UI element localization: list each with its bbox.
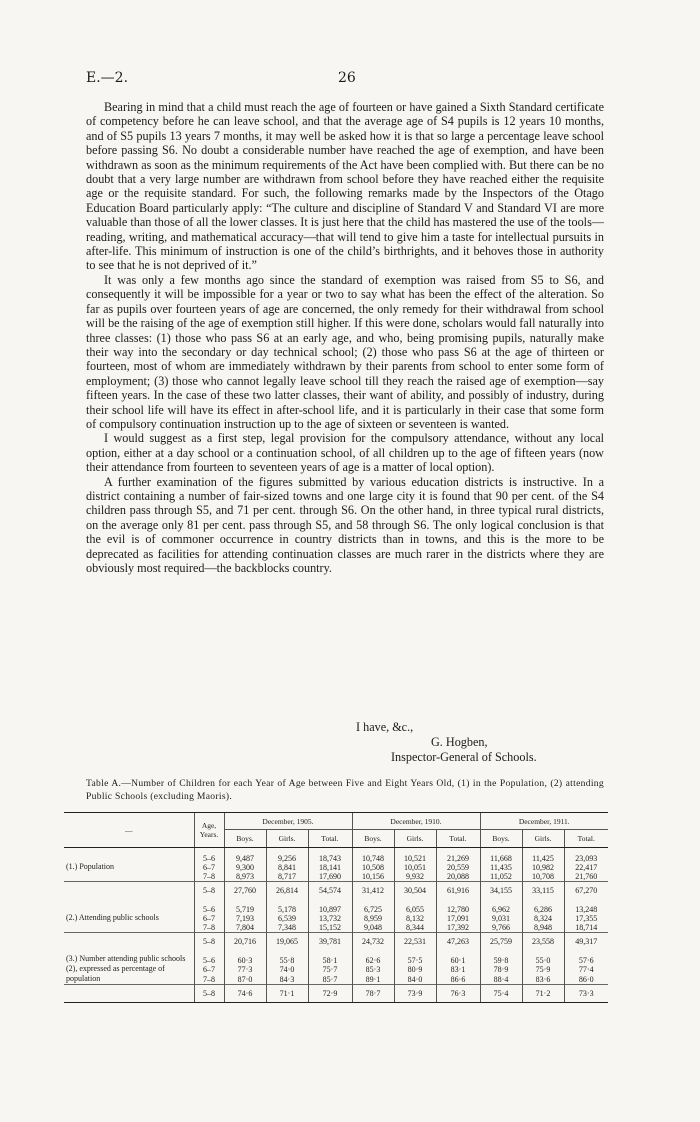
value-cell: 85·3 xyxy=(352,965,394,974)
value-cell: 74·0 xyxy=(266,965,308,974)
group-label: (1.) Population xyxy=(66,861,114,871)
age-cell: 5–6 xyxy=(194,899,224,914)
table-caption: Table A.—Number of Children for each Year of Age between Five and Eight Years Old, (1) in the Population, (2) attending Public Schools (excluding Maoris). xyxy=(86,778,604,802)
value-cell: 8,973 xyxy=(224,872,266,882)
total-label-blank xyxy=(64,933,194,951)
value-cell: 80·9 xyxy=(394,965,436,974)
paragraph-4: A further examination of the figures submitted by various education districts is instructive. In a district containing a number of fair-sized towns and one large city it is found that 90 per cent. of the S4 children pass through S5, and 71 per cent. through S6. On the other hand, in three typical rural districts, on the average only 81 per cent. pass through S5, and 58 through S6. The only logical conclusion is that the evil is of commoner occurrence in country districts than in towns, and this is the more to be deprecated as facilities for attending continuation classes are much rarer in the districts where they are obviously most required—the backblocks country. xyxy=(86,474,604,575)
age-header: Age, Years. xyxy=(194,813,224,848)
subcol-girls: Girls. xyxy=(522,830,564,848)
value-cell: 11,668 xyxy=(480,848,522,864)
value-cell: 60·3 xyxy=(224,950,266,965)
value-cell: 8,344 xyxy=(394,923,436,933)
year-header-1910: December, 1910. xyxy=(352,813,480,830)
total-cell: 25,759 xyxy=(480,933,522,951)
value-cell: 7,348 xyxy=(266,923,308,933)
value-cell: 7,193 xyxy=(224,914,266,923)
document-reference: E.—2. xyxy=(86,70,129,86)
paragraph-1: Bearing in mind that a child must reach the age of fourteen or have gained a Sixth Standard certificate of competency before he can leave school, and that the average age of S4 pupils is 12 years 10 months, and of S5 pupils 13 years 7 months, it may well be asked how it is that so large a percentage leave school before passing S6. No doubt a considerable number have reached the age of exemption, and have been withdrawn as soon as the minimum requirements of the Act have been complied with. But there can be no doubt that a very large number are withdrawn from school before they have reached either the requisite age or the requisite standard. For such, the following remarks made by the Inspectors of the Otago Education Board particularly apply: “The culture and discipline of Standard V and Standard VI are more valuable than those of all the lower classes. It is just here that the child has mastered the use of the tools—reading, writing, and mathematical accuracy—that will tend to give him a taste for intellectual pursuits in after-life. This minimum of instruction is one of the child’s birthrights, and it behoves those in authority to see that he is not deprived of it.” xyxy=(86,100,604,273)
value-cell: 10,708 xyxy=(522,872,564,882)
value-cell: 86·0 xyxy=(564,974,608,984)
value-cell: 17,355 xyxy=(564,914,608,923)
age-cell: 5–8 xyxy=(194,985,224,1003)
value-cell: 5,178 xyxy=(266,899,308,914)
total-cell: 74·6 xyxy=(224,985,266,1003)
subcol-boys: Boys. xyxy=(352,830,394,848)
value-cell: 22,417 xyxy=(564,863,608,872)
value-cell: 59·8 xyxy=(480,950,522,965)
total-cell: 27,760 xyxy=(224,882,266,900)
value-cell: 9,300 xyxy=(224,863,266,872)
value-cell: 18,714 xyxy=(564,923,608,933)
total-label-blank xyxy=(64,882,194,900)
group-label: (2.) Attending public schools xyxy=(66,912,159,922)
total-cell: 30,504 xyxy=(394,882,436,900)
total-cell: 39,781 xyxy=(308,933,352,951)
total-row xyxy=(64,882,608,900)
value-cell: 58·1 xyxy=(308,950,352,965)
total-cell: 22,531 xyxy=(394,933,436,951)
value-cell: 17,091 xyxy=(436,914,480,923)
subcol-total: Total. xyxy=(308,830,352,848)
age-cell: 7–8 xyxy=(194,974,224,984)
value-cell: 9,256 xyxy=(266,848,308,864)
total-cell: 75·4 xyxy=(480,985,522,1003)
age-cell: 7–8 xyxy=(194,872,224,882)
total-cell: 73·9 xyxy=(394,985,436,1003)
subcol-boys: Boys. xyxy=(224,830,266,848)
value-cell: 57·6 xyxy=(564,950,608,965)
value-cell: 6,725 xyxy=(352,899,394,914)
page-header xyxy=(86,70,614,90)
children-age-table xyxy=(64,812,608,1003)
age-cell: 5–6 xyxy=(194,950,224,965)
total-cell: 67,270 xyxy=(564,882,608,900)
value-cell: 18,743 xyxy=(308,848,352,864)
age-cell: 6–7 xyxy=(194,914,224,923)
paragraph-3: I would suggest as a first step, legal provision for the compulsory attendance, without any local option, either at a day school or a continuation school, of all children up to the age of fifteen years (now their attendance from fourteen to seventeen years of age is a matter of local option). xyxy=(86,431,604,475)
value-cell: 6,962 xyxy=(480,899,522,914)
total-cell: 26,814 xyxy=(266,882,308,900)
subcol-girls: Girls. xyxy=(266,830,308,848)
total-cell: 20,716 xyxy=(224,933,266,951)
value-cell: 9,031 xyxy=(480,914,522,923)
value-cell: 8,959 xyxy=(352,914,394,923)
total-label-blank xyxy=(64,985,194,1003)
total-cell: 71·1 xyxy=(266,985,308,1003)
value-cell: 18,141 xyxy=(308,863,352,872)
report-body xyxy=(86,100,604,575)
total-cell: 31,412 xyxy=(352,882,394,900)
value-cell: 12,780 xyxy=(436,899,480,914)
year-header-1911: December, 1911. xyxy=(480,813,608,830)
value-cell: 20,088 xyxy=(436,872,480,882)
value-cell: 10,508 xyxy=(352,863,394,872)
paragraph-2: It was only a few months ago since the standard of exemption was raised from S5 to S6, and consequently it will be impossible for a year or two to say what has been the effect of the alteration. So far as pupils over fourteen years of age are concerned, the only remedy for their withdrawal from school will be the raising of the age of exemption still higher. If this were done, scholars would fall naturally into three classes: (1) those who pass S6 at an early age, and who, being promising pupils, naturally make their way into the secondary or day technical school; (2) those who pass S6 at the age of thirteen or fourteen, most of whom are immediately withdrawn by their parents from school to enter some form of employment; (3) those who cannot legally leave school till they reach the raised age of exemption—say fifteen years. In the case of these two latter classes, their want of ability, and possibly of industry, during their school life will have its effect in after-school life, and it is particularly in their case that some form of compulsory continuation instruction up to the age of sixteen or seventeen is wanted. xyxy=(86,272,604,431)
total-cell: 19,065 xyxy=(266,933,308,951)
value-cell: 11,425 xyxy=(522,848,564,864)
value-cell: 57·5 xyxy=(394,950,436,965)
total-cell: 71·2 xyxy=(522,985,564,1003)
value-cell: 10,521 xyxy=(394,848,436,864)
value-cell: 6,055 xyxy=(394,899,436,914)
value-cell: 20,559 xyxy=(436,863,480,872)
value-cell: 8,132 xyxy=(394,914,436,923)
value-cell: 89·1 xyxy=(352,974,394,984)
total-cell: 24,732 xyxy=(352,933,394,951)
value-cell: 21,269 xyxy=(436,848,480,864)
year-header-1905: December, 1905. xyxy=(224,813,352,830)
total-cell: 47,263 xyxy=(436,933,480,951)
value-cell: 10,051 xyxy=(394,863,436,872)
value-cell: 75·7 xyxy=(308,965,352,974)
age-cell: 5–8 xyxy=(194,933,224,951)
value-cell: 83·6 xyxy=(522,974,564,984)
value-cell: 77·3 xyxy=(224,965,266,974)
total-cell: 33,115 xyxy=(522,882,564,900)
total-cell: 61,916 xyxy=(436,882,480,900)
signature-block xyxy=(86,720,604,765)
corner-cell: — xyxy=(64,813,194,848)
total-cell: 54,574 xyxy=(308,882,352,900)
value-cell: 9,766 xyxy=(480,923,522,933)
subcol-girls: Girls. xyxy=(394,830,436,848)
total-cell: 23,558 xyxy=(522,933,564,951)
value-cell: 10,748 xyxy=(352,848,394,864)
total-cell: 78·7 xyxy=(352,985,394,1003)
value-cell: 6,286 xyxy=(522,899,564,914)
value-cell: 21,760 xyxy=(564,872,608,882)
total-row xyxy=(64,933,608,951)
value-cell: 23,093 xyxy=(564,848,608,864)
value-cell: 11,435 xyxy=(480,863,522,872)
value-cell: 8,717 xyxy=(266,872,308,882)
value-cell: 17,392 xyxy=(436,923,480,933)
value-cell: 15,152 xyxy=(308,923,352,933)
value-cell: 55·0 xyxy=(522,950,564,965)
value-cell: 78·9 xyxy=(480,965,522,974)
value-cell: 9,932 xyxy=(394,872,436,882)
total-cell: 73·3 xyxy=(564,985,608,1003)
value-cell: 7,804 xyxy=(224,923,266,933)
page-number: 26 xyxy=(338,70,356,86)
value-cell: 55·8 xyxy=(266,950,308,965)
signature-closing: I have, &c., xyxy=(356,720,414,734)
value-cell: 13,732 xyxy=(308,914,352,923)
value-cell: 86·6 xyxy=(436,974,480,984)
value-cell: 75·9 xyxy=(522,965,564,974)
value-cell: 5,719 xyxy=(224,899,266,914)
signature-title: Inspector-General of Schools. xyxy=(391,750,537,764)
age-cell: 6–7 xyxy=(194,965,224,974)
value-cell: 84·0 xyxy=(394,974,436,984)
value-cell: 60·1 xyxy=(436,950,480,965)
value-cell: 8,948 xyxy=(522,923,564,933)
value-cell: 10,897 xyxy=(308,899,352,914)
table-body xyxy=(64,848,608,1003)
total-cell: 72·9 xyxy=(308,985,352,1003)
subcol-total: Total. xyxy=(564,830,608,848)
age-cell: 6–7 xyxy=(194,863,224,872)
value-cell: 11,052 xyxy=(480,872,522,882)
value-cell: 10,982 xyxy=(522,863,564,872)
value-cell: 9,048 xyxy=(352,923,394,933)
value-cell: 77·4 xyxy=(564,965,608,974)
value-cell: 6,539 xyxy=(266,914,308,923)
table-row xyxy=(64,950,608,965)
value-cell: 88·4 xyxy=(480,974,522,984)
table-header-years xyxy=(64,813,608,830)
table-row xyxy=(64,848,608,864)
total-row xyxy=(64,985,608,1003)
table-row xyxy=(64,899,608,914)
subcol-boys: Boys. xyxy=(480,830,522,848)
value-cell: 87·0 xyxy=(224,974,266,984)
value-cell: 10,156 xyxy=(352,872,394,882)
value-cell: 13,248 xyxy=(564,899,608,914)
value-cell: 84·3 xyxy=(266,974,308,984)
signature-name: G. Hogben, xyxy=(431,735,488,749)
subcol-total: Total. xyxy=(436,830,480,848)
value-cell: 17,690 xyxy=(308,872,352,882)
total-cell: 49,317 xyxy=(564,933,608,951)
value-cell: 83·1 xyxy=(436,965,480,974)
value-cell: 85·7 xyxy=(308,974,352,984)
value-cell: 62·6 xyxy=(352,950,394,965)
total-cell: 76·3 xyxy=(436,985,480,1003)
age-cell: 5–8 xyxy=(194,882,224,900)
value-cell: 9,487 xyxy=(224,848,266,864)
value-cell: 8,324 xyxy=(522,914,564,923)
total-cell: 34,155 xyxy=(480,882,522,900)
age-cell: 7–8 xyxy=(194,923,224,933)
value-cell: 8,841 xyxy=(266,863,308,872)
age-cell: 5–6 xyxy=(194,848,224,864)
group-label: (3.) Number attending public schools (2), expressed as percentage of population xyxy=(66,954,186,983)
